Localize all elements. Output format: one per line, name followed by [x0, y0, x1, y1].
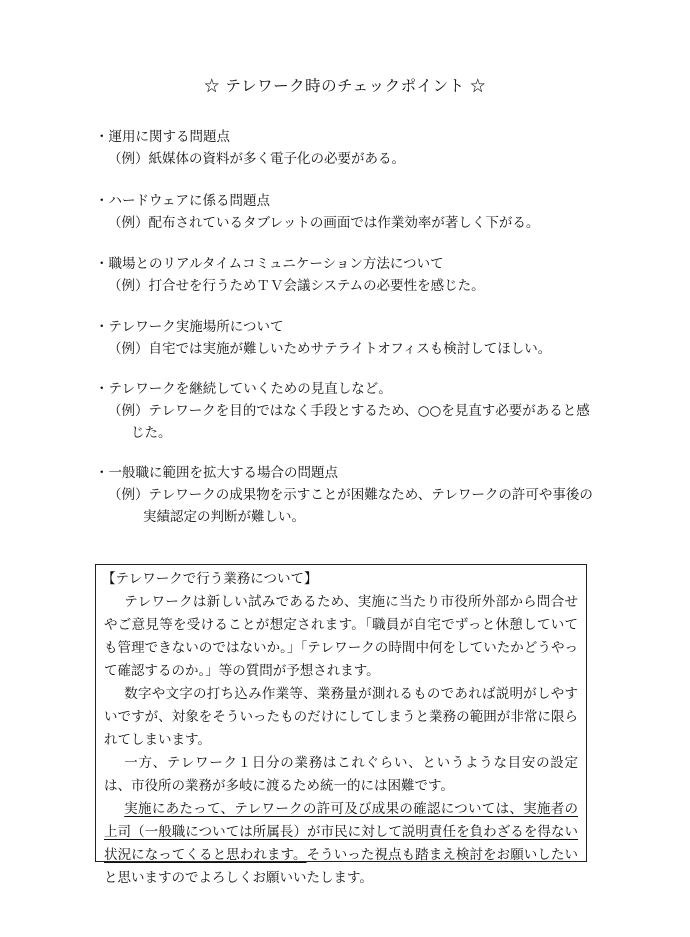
box-paragraph-rest: そういった視点も踏まえ検討をお願いしたいと思いますのでよろしくお願いいたします。	[104, 847, 579, 886]
checkpoint-item	[95, 316, 615, 360]
checkpoint-example	[95, 338, 615, 360]
checkpoint-item	[95, 378, 615, 444]
page-title: ☆ テレワーク時のチェックポイント ☆	[203, 77, 487, 95]
checkpoint-example-text: （例）紙媒体の資料が多く電子化の必要がある。	[108, 151, 405, 167]
checkpoint-item	[95, 253, 615, 297]
checkpoint-heading: ・一般職に範囲を拡大する場合の問題点	[95, 465, 338, 481]
checkpoint-heading: ・テレワークを継続していくための見直しなど。	[95, 381, 392, 397]
checkpoint-example-text: （例）自宅では実施が難しいためサテライトオフィスも検討してほしい。	[108, 341, 552, 357]
checkpoint-heading: ・ハードウェアに係る問題点	[95, 193, 270, 209]
checkpoint-example	[95, 275, 615, 297]
checkpoint-example-text: （例）テレワークの成果物を示すことが困難なため、テレワークの許可や事後の	[108, 487, 593, 503]
checkpoint-item	[95, 462, 615, 528]
checkpoint-heading: ・職場とのリアルタイムコミュニケーション方法について	[95, 256, 444, 272]
checkpoint-item	[95, 190, 615, 234]
checkpoint-example-continuation: じた。	[131, 425, 172, 441]
box-paragraph: 一方、テレワーク１日分の業務はこれぐらい、というような目安の設定は、市役所の業務が多岐に渡るため統一的には困難です。	[104, 755, 578, 794]
box-heading: 【テレワークで行う業務について】	[102, 571, 318, 587]
checkpoint-example-text: （例）配布されているタブレットの画面では作業効率が著しく下がる。	[108, 215, 540, 231]
checkpoint-example-text: （例）テレワークを目的ではなく手段とするため、○○を見直す必要があると感	[108, 403, 590, 419]
checkpoint-example	[95, 148, 615, 170]
checkpoint-example-continuation: 実績認定の判断が難しい。	[143, 509, 305, 525]
checkpoint-heading: ・テレワーク実施場所について	[95, 319, 284, 335]
underlined-text: 実施にあたって、テレワークの許可及び成果の確認については、実施者の上司（一般職については所属長）が市民に対して説明責任を負わざるを得ない状況になってくると思われます。	[104, 801, 578, 863]
box-paragraph: 数字や文字の打ち込み作業等、業務量が測れるものであれば説明がしやすいですが、対象をそういったものだけにしてしまうと業務の範囲が非常に限られてしまいます。	[104, 686, 578, 748]
box-paragraph: テレワークは新しい試みであるため、実施に当たり市役所外部から問合せやご意見等を受けることが想定されます。「職員が自宅でずっと休憩していても管理できないのではないか。」「テレワークの時間中何をしていたかどうやって確認するのか。」等の質問が予想されます。	[104, 594, 578, 679]
checkpoint-heading: ・運用に関する問題点	[95, 129, 230, 145]
box-paragraph	[104, 798, 578, 890]
checkpoint-item	[95, 126, 615, 170]
checkpoint-example	[95, 212, 615, 234]
telework-tasks-box	[95, 564, 587, 886]
checkpoint-example-text: （例）打合せを行うためＴＶ会議システムの必要性を感じた。	[108, 278, 485, 294]
